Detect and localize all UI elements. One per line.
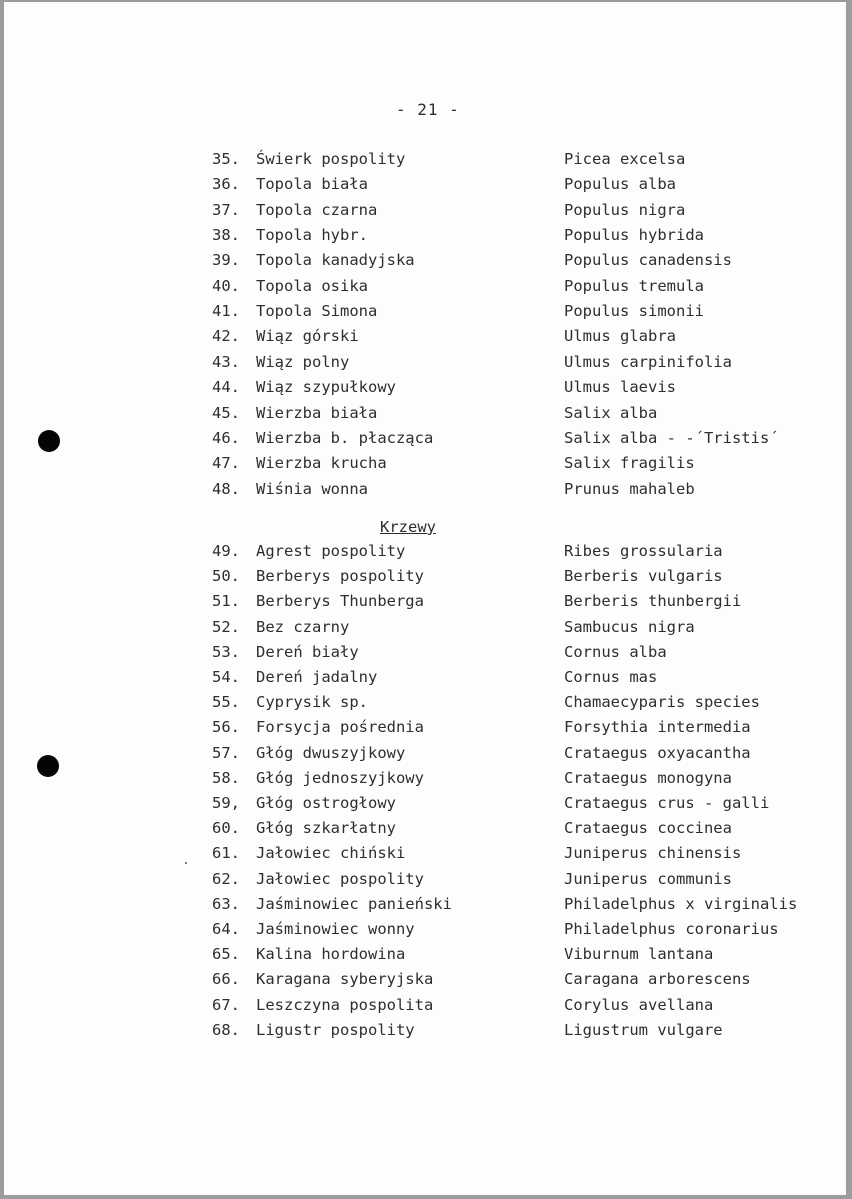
row-number: 40. bbox=[212, 276, 240, 295]
polish-name: Świerk pospolity bbox=[256, 150, 406, 168]
species-row bbox=[4, 325, 846, 347]
species-row bbox=[4, 300, 846, 322]
row-number: 35. bbox=[212, 150, 240, 168]
polish-name: Głóg dwuszyjkowy bbox=[256, 743, 406, 762]
row-number: 41. bbox=[212, 302, 240, 321]
species-row bbox=[4, 868, 846, 890]
latin-name: Cornus mas bbox=[564, 668, 658, 686]
row-number: 48. bbox=[212, 479, 240, 498]
species-row bbox=[4, 742, 846, 764]
polish-name: Jałowiec chiński bbox=[256, 844, 406, 863]
polish-name: Topola biała bbox=[256, 175, 368, 194]
latin-name: Ulmus laevis bbox=[564, 378, 676, 397]
polish-name: Forsycja pośrednia bbox=[256, 718, 424, 737]
species-row bbox=[4, 616, 846, 638]
section-heading: Krzewy bbox=[380, 518, 436, 536]
polish-name: Karagana syberyjska bbox=[256, 970, 434, 989]
polish-name: Topola czarna bbox=[256, 200, 378, 219]
species-row bbox=[4, 402, 846, 424]
latin-name: Crataegus oxyacantha bbox=[564, 743, 751, 762]
latin-name: Prunus mahaleb bbox=[564, 479, 695, 498]
polish-name: Głóg jednoszyjkowy bbox=[256, 768, 424, 787]
polish-name: Wierzba b. płacząca bbox=[256, 428, 434, 447]
row-number: 36. bbox=[212, 175, 240, 194]
species-row bbox=[4, 452, 846, 474]
latin-name: Juniperus chinensis bbox=[564, 844, 742, 863]
row-number: 67. bbox=[212, 995, 240, 1014]
species-row bbox=[4, 249, 846, 271]
polish-name: Dereń biały bbox=[256, 642, 359, 661]
latin-name: Ribes grossularia bbox=[564, 542, 723, 560]
row-number: 55. bbox=[212, 693, 240, 712]
species-row bbox=[4, 478, 846, 500]
row-number: 62. bbox=[212, 869, 240, 888]
row-number: 52. bbox=[212, 617, 240, 636]
polish-name: Bez czarny bbox=[256, 617, 350, 636]
polish-name: Jaśminowiec wonny bbox=[256, 920, 415, 938]
latin-name: Philadelphus coronarius bbox=[564, 920, 779, 938]
species-row bbox=[4, 842, 846, 864]
species-row bbox=[4, 767, 846, 789]
latin-name: Crataegus monogyna bbox=[564, 768, 732, 787]
latin-name: Populus hybrida bbox=[564, 226, 704, 245]
latin-name: Cornus alba bbox=[564, 642, 667, 661]
latin-name: Crataegus coccinea bbox=[564, 819, 732, 838]
latin-name: Philadelphus x virginalis bbox=[564, 894, 798, 913]
polish-name: Topola hybr. bbox=[256, 226, 368, 245]
latin-name: Populus alba bbox=[564, 175, 676, 194]
polish-name: Kalina hordowina bbox=[256, 945, 406, 964]
species-row bbox=[4, 1019, 846, 1041]
row-number: 50. bbox=[212, 567, 240, 586]
latin-name: Populus tremula bbox=[564, 276, 704, 295]
polish-name: Cyprysik sp. bbox=[256, 693, 368, 712]
row-number: 47. bbox=[212, 454, 240, 473]
latin-name: Berberis vulgaris bbox=[564, 567, 723, 586]
polish-name: Topola osika bbox=[256, 276, 368, 295]
latin-name: Populus nigra bbox=[564, 200, 686, 219]
species-row bbox=[4, 351, 846, 373]
species-row bbox=[4, 893, 846, 915]
row-number: 44. bbox=[212, 378, 240, 397]
row-number: 57. bbox=[212, 743, 240, 762]
species-row bbox=[4, 691, 846, 713]
latin-name: Salix alba - -´Tristis´ bbox=[564, 428, 779, 447]
row-number: 42. bbox=[212, 327, 240, 346]
latin-name: Viburnum lantana bbox=[564, 945, 714, 964]
latin-name: Populus canadensis bbox=[564, 251, 732, 270]
row-number: 56. bbox=[212, 718, 240, 737]
polish-name: Ligustr pospolity bbox=[256, 1020, 415, 1039]
latin-name: Picea excelsa bbox=[564, 150, 686, 168]
species-row bbox=[4, 817, 846, 839]
latin-name: Forsythia intermedia bbox=[564, 718, 751, 737]
species-row bbox=[4, 590, 846, 612]
species-row bbox=[4, 943, 846, 965]
punch-hole bbox=[37, 755, 59, 777]
latin-name: Crataegus crus - galli bbox=[564, 794, 770, 812]
row-number: 60. bbox=[212, 819, 240, 838]
latin-name: Chamaecyparis species bbox=[564, 693, 760, 712]
species-row bbox=[4, 666, 846, 688]
species-row bbox=[4, 224, 846, 246]
row-number: 53. bbox=[212, 642, 240, 661]
latin-name: Juniperus communis bbox=[564, 869, 732, 888]
document-page bbox=[4, 2, 846, 1195]
polish-name: Wiąz górski bbox=[256, 327, 359, 346]
species-row bbox=[4, 173, 846, 195]
latin-name: Corylus avellana bbox=[564, 995, 714, 1014]
row-number: 65. bbox=[212, 945, 240, 964]
polish-name: Wiąz szypułkowy bbox=[256, 378, 396, 397]
row-number: 61. bbox=[212, 844, 240, 863]
row-number: 64. bbox=[212, 920, 240, 938]
row-number: 39. bbox=[212, 251, 240, 270]
latin-name: Populus simonii bbox=[564, 302, 704, 321]
species-row bbox=[4, 918, 846, 940]
species-row bbox=[4, 792, 846, 814]
row-number: 68. bbox=[212, 1020, 240, 1039]
species-row bbox=[4, 148, 846, 170]
species-row bbox=[4, 376, 846, 398]
row-number: 45. bbox=[212, 403, 240, 422]
row-number: 58. bbox=[212, 768, 240, 787]
polish-name: Wiśnia wonna bbox=[256, 479, 368, 498]
polish-name: Dereń jadalny bbox=[256, 668, 378, 686]
polish-name: Wierzba biała bbox=[256, 403, 378, 422]
species-row bbox=[4, 641, 846, 663]
row-number: 59, bbox=[212, 794, 240, 812]
polish-name: Jaśminowiec panieński bbox=[256, 894, 452, 913]
species-row bbox=[4, 565, 846, 587]
polish-name: Głóg ostrogłowy bbox=[256, 794, 396, 812]
species-row bbox=[4, 716, 846, 738]
species-row bbox=[4, 275, 846, 297]
polish-name: Leszczyna pospolita bbox=[256, 995, 434, 1014]
row-number: 51. bbox=[212, 592, 240, 611]
latin-name: Salix alba bbox=[564, 403, 658, 422]
row-number: 54. bbox=[212, 668, 240, 686]
species-row bbox=[4, 968, 846, 990]
polish-name: Wierzba krucha bbox=[256, 454, 387, 473]
row-number: 46. bbox=[212, 428, 240, 447]
species-row bbox=[4, 540, 846, 562]
paper-speck bbox=[185, 862, 187, 864]
page-number: - 21 - bbox=[396, 100, 460, 119]
polish-name: Topola kanadyjska bbox=[256, 251, 415, 270]
polish-name: Berberys pospolity bbox=[256, 567, 424, 586]
latin-name: Ulmus carpinifolia bbox=[564, 352, 732, 371]
latin-name: Berberis thunbergii bbox=[564, 592, 742, 611]
polish-name: Topola Simona bbox=[256, 302, 378, 321]
latin-name: Salix fragilis bbox=[564, 454, 695, 473]
polish-name: Wiąz polny bbox=[256, 352, 350, 371]
row-number: 49. bbox=[212, 542, 240, 560]
row-number: 43. bbox=[212, 352, 240, 371]
species-row bbox=[4, 994, 846, 1016]
punch-hole bbox=[38, 430, 60, 452]
polish-name: Agrest pospolity bbox=[256, 542, 406, 560]
row-number: 38. bbox=[212, 226, 240, 245]
latin-name: Sambucus nigra bbox=[564, 617, 695, 636]
species-row bbox=[4, 199, 846, 221]
latin-name: Caragana arborescens bbox=[564, 970, 751, 989]
row-number: 37. bbox=[212, 200, 240, 219]
latin-name: Ligustrum vulgare bbox=[564, 1020, 723, 1039]
row-number: 66. bbox=[212, 970, 240, 989]
polish-name: Berberys Thunberga bbox=[256, 592, 424, 611]
row-number: 63. bbox=[212, 894, 240, 913]
polish-name: Głóg szkarłatny bbox=[256, 819, 396, 838]
species-row bbox=[4, 427, 846, 449]
latin-name: Ulmus glabra bbox=[564, 327, 676, 346]
polish-name: Jałowiec pospolity bbox=[256, 869, 424, 888]
